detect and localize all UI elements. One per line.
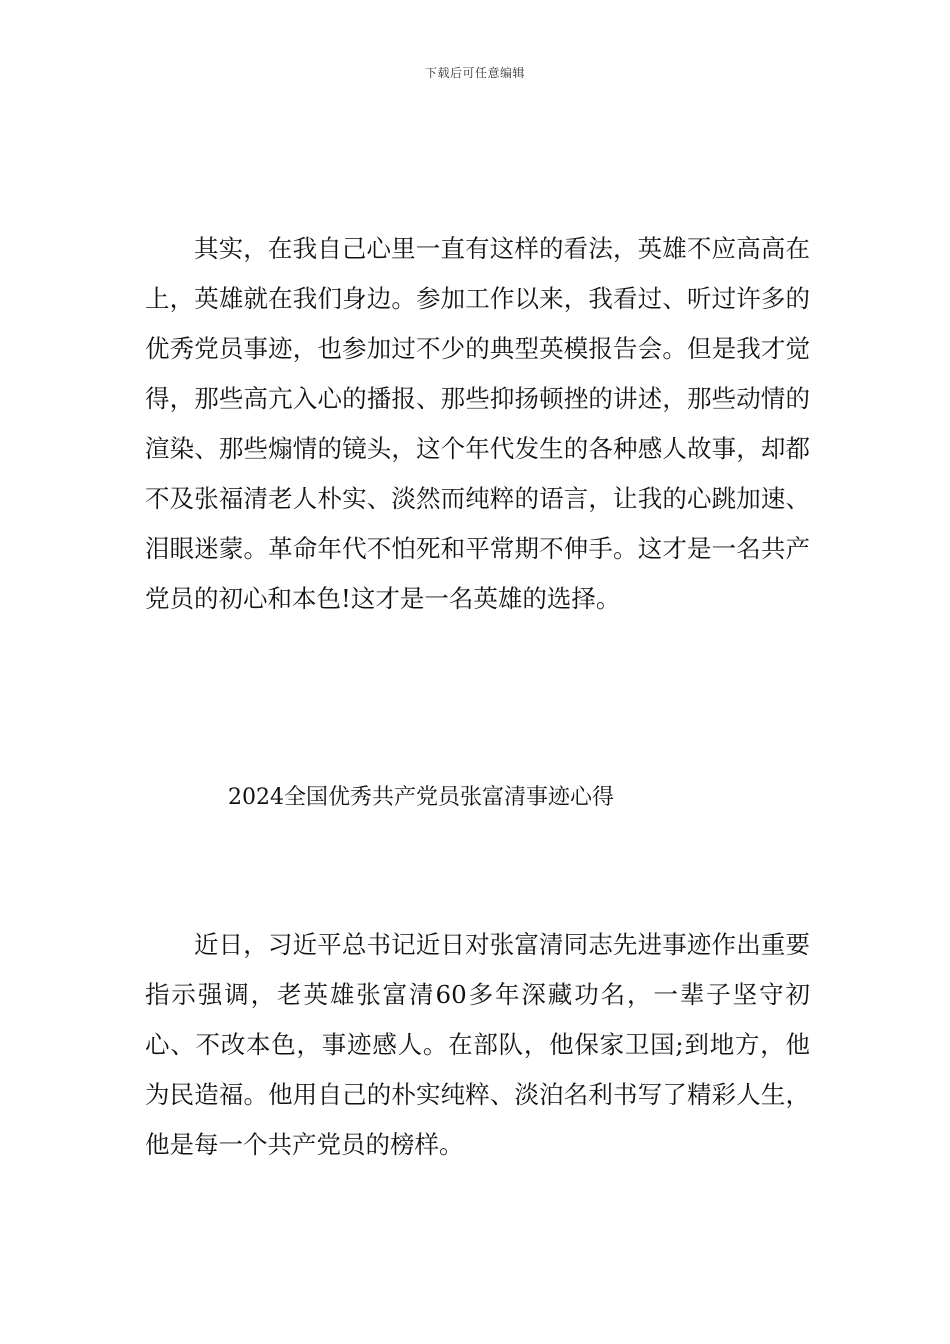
page-header: 下载后可任意编辑 bbox=[424, 66, 525, 80]
body-paragraph-2: 近日，习近平总书记近日对张富清同志先进事迹作出重要指示强调，老英雄张富清60多年深藏功名，一辈子坚守初心、不改本色，事迹感人。在部队，他保家卫国;到地方，他为民造福。他用自己的朴实纯粹、淡泊名利书写了精彩人生，他是每一个共产党员的榜样。 bbox=[145, 930, 810, 1159]
section-title: 2024全国优秀共产党员张富清事迹心得 bbox=[228, 785, 614, 810]
body-paragraph-1: 其实，在我自己心里一直有这样的看法，英雄不应高高在上，英雄就在我们身边。参加工作以来，我看过、听过许多的优秀党员事迹，也参加过不少的典型英模报告会。但是我才觉得，那些高亢入心的播报、那些抑扬顿挫的讲述，那些动情的渲染、那些煽情的镜头，这个年代发生的各种感人故事，却都不及张福清老人朴实、淡然而纯粹的语言，让我的心跳加速、泪眼迷蒙。革命年代不怕死和平常期不伸手。这才是一名共产党员的初心和本色!这才是一名英雄的选择。 bbox=[145, 234, 810, 613]
